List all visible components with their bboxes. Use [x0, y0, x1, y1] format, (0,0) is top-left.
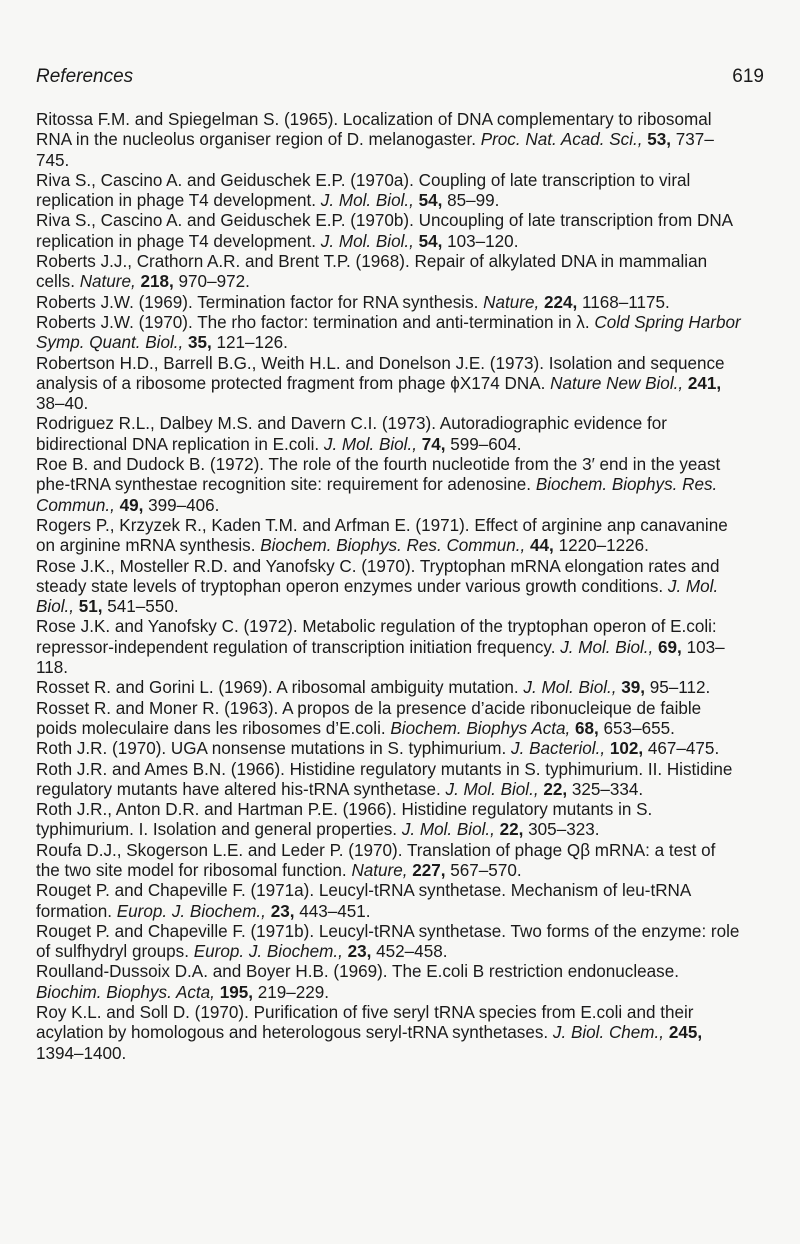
reference-title: Localization of DNA complementary to ribosomal RNA in the nucleolus organiser region of D. melanogaster. — [36, 110, 712, 150]
reference-entry — [36, 739, 741, 759]
reference-pages: 970–972. — [178, 272, 250, 292]
reference-pages: 95–112. — [649, 678, 711, 698]
reference-authors: Rose J.K., Mosteller R.D. and Yanofsky C. (1970). — [36, 556, 416, 576]
reference-entry — [36, 293, 741, 313]
reference-volume: 44, — [530, 536, 554, 556]
reference-volume: 102, — [609, 739, 644, 759]
reference-pages: 737–745. — [36, 130, 714, 170]
reference-entry — [36, 354, 741, 415]
reference-pages: 121–126. — [216, 333, 288, 353]
reference-pages: 103–120. — [447, 231, 519, 251]
section-title: References — [36, 66, 134, 87]
reference-authors: Rosset R. and Gorini L. (1969). — [36, 678, 273, 698]
reference-pages: 452–458. — [376, 942, 448, 962]
reference-authors: Rodriguez R.L., Dalbey M.S. and Davern C.I. (1973). — [36, 414, 436, 434]
reference-authors: Roberts J.W. (1969). — [36, 292, 193, 312]
reference-list — [36, 110, 741, 1064]
reference-volume: 39, — [621, 678, 646, 698]
reference-title: Termination factor for RNA synthesis. — [197, 292, 479, 312]
reference-title: A propos de la presence d’acide ribonucleique de faible poids moleculaire dans les ribosomes d’E.coli. — [36, 698, 702, 738]
reference-pages: 567–570. — [450, 860, 522, 880]
reference-journal: J. Mol. Biol., — [320, 231, 414, 251]
reference-authors: Roe B. and Dudock B. (1972). — [36, 455, 265, 475]
reference-pages: 443–451. — [299, 901, 371, 921]
reference-entry — [36, 617, 741, 678]
reference-journal: Biochem. Biophys Acta, — [390, 718, 571, 738]
reference-entry — [36, 1003, 741, 1064]
reference-title: Isolation and sequence analysis of a ribosome protected fragment from phage ϕX174 DNA. — [36, 353, 725, 393]
reference-journal: Nature New Biol., — [550, 373, 684, 393]
reference-volume: 51, — [78, 597, 103, 617]
reference-entry — [36, 922, 741, 963]
reference-volume: 68, — [575, 718, 599, 738]
reference-pages: 653–655. — [603, 718, 675, 738]
reference-title: Leucyl-tRNA synthetase. Mechanism of leu-tRNA formation. — [36, 881, 691, 921]
reference-journal: J. Mol. Biol., — [323, 434, 417, 454]
reference-pages: 541–550. — [107, 597, 179, 617]
reference-title: Effect of arginine anp canavanine on arginine mRNA synthesis. — [36, 515, 728, 556]
reference-entry — [36, 760, 741, 801]
reference-authors: Ritossa F.M. and Spiegelman S. (1965). — [36, 110, 339, 129]
reference-entry — [36, 699, 741, 740]
reference-journal: Europ. J. Biochem., — [193, 942, 343, 962]
reference-journal: J. Mol. Biol., — [445, 779, 539, 799]
reference-authors: Rogers P., Krzyzek R., Kaden T.M. and Arfman E. (1971). — [36, 515, 470, 535]
page-number: 619 — [732, 66, 764, 87]
reference-volume: 69, — [658, 637, 682, 657]
reference-entry — [36, 414, 741, 455]
reference-title: Purification of five seryl tRNA species from E.coli and their acylation by homologous and heterologous seryl-tRNA synthetases. — [36, 1003, 694, 1043]
reference-title: Coupling of late transcription to viral replication in phage T4 development. — [36, 170, 691, 211]
reference-pages: 85–99. — [447, 191, 500, 211]
reference-pages: 38–40. — [36, 394, 89, 414]
reference-volume: 227, — [412, 860, 446, 880]
reference-journal: Europ. J. Biochem., — [116, 901, 266, 921]
reference-journal: J. Mol. Biol., — [320, 191, 414, 211]
reference-title: A ribosomal ambiguity mutation. — [276, 678, 519, 698]
reference-journal: J. Mol. Biol., — [523, 678, 617, 698]
reference-entry — [36, 211, 741, 252]
reference-volume: 35, — [188, 333, 212, 353]
reference-entry — [36, 252, 741, 293]
reference-pages: 399–406. — [148, 495, 220, 515]
reference-title: Translation of phage Qβ mRNA: a test of the two site model for ribosomal function. — [36, 840, 716, 880]
reference-title: Tryptophan mRNA elongation rates and steady state levels of tryptophan operon enzymes under various growth conditions. — [36, 556, 720, 596]
reference-volume: 49, — [119, 495, 144, 515]
reference-journal: Cold Spring Harbor Symp. Quant. Biol., — [36, 312, 741, 353]
reference-entry — [36, 516, 741, 557]
reference-authors: Roberts J.W. (1970). — [36, 312, 193, 332]
reference-journal: Nature, — [483, 292, 540, 312]
reference-authors: Riva S., Cascino A. and Geiduschek E.P. (1970b). — [36, 211, 414, 231]
reference-journal: Biochem. Biophys. Res. Commun., — [260, 536, 526, 556]
reference-authors: Rose J.K. and Yanofsky C. (1972). — [36, 617, 298, 637]
reference-volume: 54, — [418, 231, 443, 251]
reference-volume: 23, — [270, 901, 295, 921]
reference-pages: 219–229. — [257, 982, 330, 1002]
reference-title: Autoradiographic evidence for bidirectional DNA replication in E.coli. — [36, 414, 667, 454]
reference-title: Histidine regulatory mutants in S. typhimurium. I. Isolation and general properties. — [36, 800, 653, 840]
reference-title: Leucyl-tRNA synthetase. Two forms of the enzyme: role of sulfhydryl groups. — [36, 921, 740, 962]
reference-volume: 53, — [647, 130, 672, 150]
reference-entry — [36, 962, 741, 1003]
reference-journal: Biochem. Biophys. Res. Commun., — [36, 475, 718, 515]
reference-entry — [36, 678, 741, 698]
reference-pages: 103–118. — [36, 637, 725, 678]
reference-authors: Rouget P. and Chapeville F. (1971b). — [36, 921, 315, 941]
reference-volume: 241, — [687, 373, 722, 393]
reference-journal: Proc. Nat. Acad. Sci., — [480, 130, 643, 150]
reference-authors: Roth J.R. (1970). — [36, 739, 167, 759]
reference-authors: Roulland-Dussoix D.A. and Boyer H.B. (1969). — [36, 962, 388, 982]
reference-volume: 23, — [347, 942, 372, 962]
reference-pages: 1168–1175. — [582, 292, 670, 312]
reference-journal: J. Bacteriol., — [511, 739, 606, 759]
reference-volume: 22, — [543, 779, 568, 799]
reference-pages: 305–323. — [528, 820, 600, 840]
reference-entry — [36, 841, 741, 882]
reference-entry — [36, 557, 741, 618]
reference-authors: Roth J.R., Anton D.R. and Hartman P.E. (1966). — [36, 800, 397, 820]
reference-authors: Rosset R. and Moner R. (1963). — [36, 698, 279, 718]
reference-title: Uncoupling of late transcription from DNA replication in phage T4 development. — [36, 211, 733, 251]
reference-title: The role of the fourth nucleotide from the 3′ end in the yeast phe-tRNA synthestae recognition site: requirement for adenosine. — [36, 455, 721, 495]
reference-pages: 325–334. — [571, 779, 644, 799]
reference-volume: 74, — [421, 434, 446, 454]
reference-volume: 224, — [543, 292, 578, 312]
reference-authors: Riva S., Cascino A. and Geiduschek E.P. (1970a). — [36, 170, 414, 190]
reference-journal: Biochim. Biophys. Acta, — [36, 982, 215, 1002]
reference-pages: 467–475. — [647, 739, 720, 759]
reference-entry — [36, 455, 741, 516]
reference-entry — [36, 171, 741, 212]
reference-authors: Roth J.R. and Ames B.N. (1966). — [36, 759, 285, 779]
reference-volume: 22, — [499, 820, 524, 840]
reference-journal: J. Biol. Chem., — [552, 1023, 665, 1043]
reference-title: Repair of alkylated DNA in mammalian cells. — [36, 252, 708, 292]
reference-entry — [36, 313, 741, 354]
reference-journal: J. Mol. Biol., — [560, 637, 654, 657]
reference-title: The rho factor: termination and anti-termination in λ. — [197, 312, 590, 332]
reference-pages: 599–604. — [450, 434, 522, 454]
reference-volume: 195, — [219, 982, 253, 1002]
reference-authors: Rouget P. and Chapeville F. (1971a). — [36, 881, 315, 901]
reference-entry — [36, 881, 741, 922]
running-header — [36, 66, 764, 88]
reference-entry — [36, 110, 741, 171]
reference-volume: 54, — [418, 191, 443, 211]
reference-authors: Roy K.L. and Soll D. (1970). — [36, 1003, 249, 1023]
reference-title: Metabolic regulation of the tryptophan operon of E.coli: repressor-independent regulation of transcription initiation frequency. — [36, 617, 717, 657]
reference-authors: Robertson H.D., Barrell B.G., Weith H.L. and Donelson J.E. (1973). — [36, 353, 544, 373]
reference-journal: Nature, — [351, 860, 408, 880]
reference-entry — [36, 800, 741, 841]
reference-journal: Nature, — [79, 272, 136, 292]
reference-journal: J. Mol. Biol., — [36, 576, 719, 617]
reference-journal: J. Mol. Biol., — [401, 820, 495, 840]
reference-title: UGA nonsense mutations in S. typhimurium. — [170, 739, 507, 759]
reference-pages: 1394–1400. — [36, 1043, 127, 1063]
reference-volume: 218, — [140, 272, 174, 292]
reference-title: Histidine regulatory mutants in S. typhimurium. II. Histidine regulatory mutants have altered his-tRNA synthetase. — [36, 759, 733, 799]
reference-authors: Roberts J.J., Crathorn A.R. and Brent T.P. (1968). — [36, 252, 410, 272]
reference-pages: 1220–1226. — [558, 536, 649, 556]
reference-authors: Roufa D.J., Skogerson L.E. and Leder P. (1970). — [36, 840, 403, 860]
reference-volume: 245, — [668, 1023, 703, 1043]
reference-title: The E.coli B restriction endonuclease. — [392, 962, 679, 982]
